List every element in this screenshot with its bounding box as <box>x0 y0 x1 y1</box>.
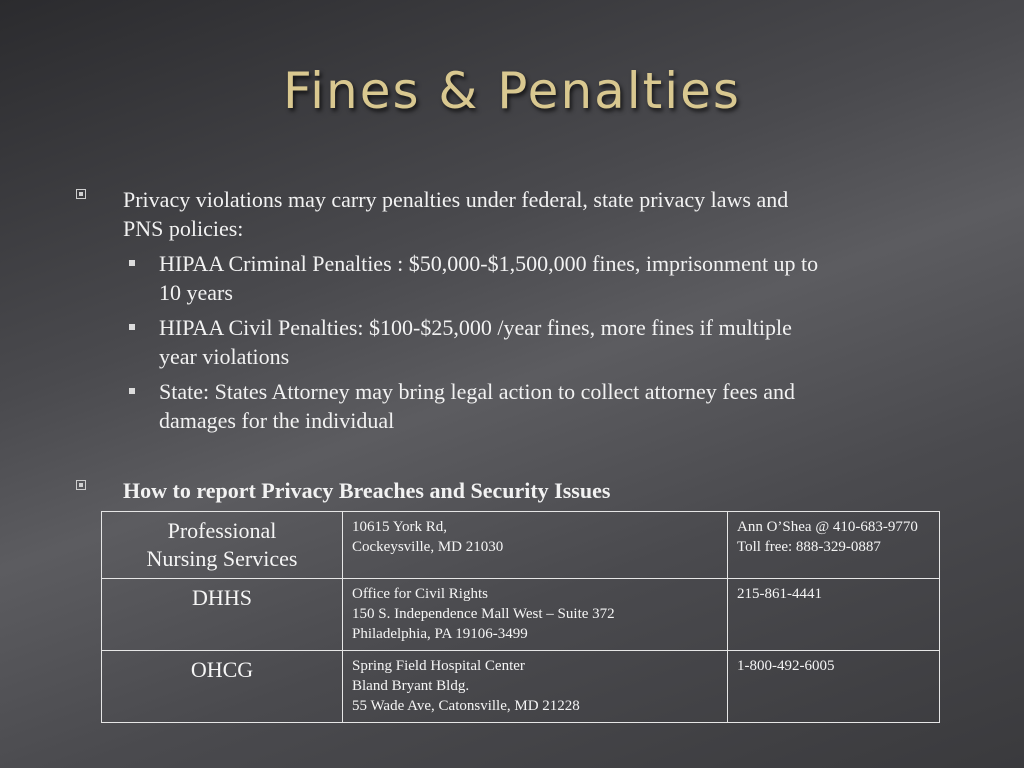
address-line: Spring Field Hospital Center <box>352 658 525 674</box>
phone-line: Toll free: 888-329-0887 <box>737 539 881 555</box>
bullet-text: year violations <box>159 344 290 369</box>
square-bullet-icon <box>76 189 86 199</box>
org-cell <box>102 512 343 579</box>
bullet-text: PNS policies: <box>123 216 244 241</box>
bullet-report-heading <box>123 476 953 505</box>
sub-bullet-state <box>159 377 949 435</box>
small-square-bullet-icon <box>129 388 135 394</box>
phone-line: Ann O’Shea @ 410-683-9770 <box>737 519 918 535</box>
square-bullet-icon <box>76 480 86 490</box>
small-square-bullet-icon <box>129 324 135 330</box>
org-name: Nursing Services <box>146 546 298 571</box>
bullet-text: 10 years <box>159 280 233 305</box>
bullet-text: HIPAA Civil Penalties: $100-$25,000 /year fines, more fines if multiple <box>159 315 792 340</box>
address-cell <box>343 651 728 723</box>
phone-cell <box>728 651 940 723</box>
address-line: 150 S. Independence Mall West – Suite 372 <box>352 606 615 622</box>
phone-line: 215-861-4441 <box>737 586 822 602</box>
sub-bullet-criminal <box>159 249 949 307</box>
address-cell <box>343 579 728 651</box>
phone-line: 1-800-492-6005 <box>737 658 835 674</box>
bullet-text: damages for the individual <box>159 408 395 433</box>
address-cell <box>343 512 728 579</box>
org-name: Professional <box>167 518 277 543</box>
address-line: 55 Wade Ave, Catonsville, MD 21228 <box>352 698 580 714</box>
slide-title: Fines & Penalties <box>283 62 741 120</box>
small-square-bullet-icon <box>129 260 135 266</box>
address-line: 10615 York Rd, <box>352 519 448 535</box>
bullet-intro <box>123 185 953 243</box>
contacts-table <box>101 511 940 723</box>
org-name: DHHS <box>192 585 252 610</box>
org-cell <box>102 579 343 651</box>
address-line: Office for Civil Rights <box>352 586 488 602</box>
sub-bullet-civil <box>159 313 949 371</box>
phone-cell <box>728 512 940 579</box>
org-cell <box>102 651 343 723</box>
bullet-text: How to report Privacy Breaches and Security Issues <box>123 478 611 503</box>
table-row <box>102 651 940 723</box>
bullet-text: Privacy violations may carry penalties under federal, state privacy laws and <box>123 187 789 212</box>
table-row <box>102 579 940 651</box>
org-name: OHCG <box>190 657 254 682</box>
table-row <box>102 512 940 579</box>
address-line: Cockeysville, MD 21030 <box>352 539 504 555</box>
phone-cell <box>728 579 940 651</box>
address-line: Philadelphia, PA 19106-3499 <box>352 626 528 642</box>
bullet-text: HIPAA Criminal Penalties : $50,000-$1,500,000 fines, imprisonment up to <box>159 251 819 276</box>
address-line: Bland Bryant Bldg. <box>352 678 470 694</box>
bullet-text: State: States Attorney may bring legal action to collect attorney fees and <box>159 379 795 404</box>
